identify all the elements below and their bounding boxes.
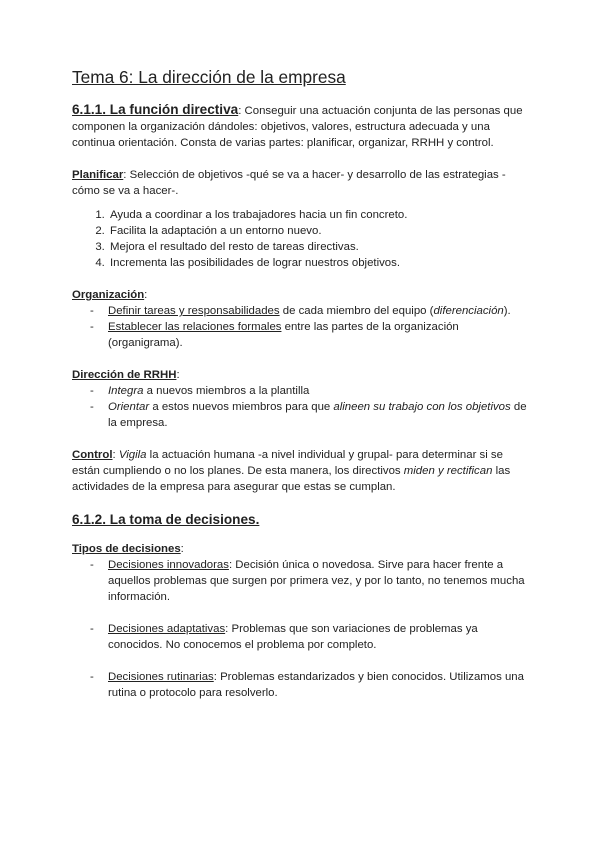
tipos-heading: Tipos de decisiones: bbox=[72, 543, 184, 555]
list-item: - Definir tareas y responsabilidades de cada miembro del equipo (diferenciación). bbox=[72, 303, 532, 319]
section-611-paragraph: 6.1.1. La función directiva: Conseguir una actuación conjunta de las personas que componen la organización dándoles: objetivos, valores, estructura adecuada y una continua orientación. Consta de varias partes: planificar, organizar, RRHH y control. bbox=[72, 102, 523, 149]
document-page bbox=[72, 66, 532, 717]
document-title: Tema 6: La dirección de la empresa bbox=[72, 67, 346, 87]
list-item: 2. Facilita la adaptación a un entorno nuevo. bbox=[108, 223, 532, 239]
section-612-heading: 6.1.2. La toma de decisiones. bbox=[72, 512, 260, 527]
control-paragraph: Control: Vigila la actuación humana -a nivel individual y grupal- para determinar si se están cumpliendo o no los planes. De esta manera, los directivos miden y rectifican las actividades de la empresa para asegurar que estas se cumplan. bbox=[72, 449, 511, 493]
section-611-heading: 6.1.1. La función directiva bbox=[72, 102, 239, 117]
list-item: 3. Mejora el resultado del resto de tareas directivas. bbox=[108, 239, 532, 255]
rrhh-list bbox=[72, 383, 532, 431]
organizacion-list bbox=[72, 303, 532, 351]
list-item: - Decisiones rutinarias: Problemas estandarizados y bien conocidos. Utilizamos una rutina o protocolo para resolverlo. bbox=[72, 669, 532, 701]
list-item: 4. Incrementa las posibilidades de lograr nuestros objetivos. bbox=[108, 255, 532, 271]
list-item: - Orientar a estos nuevos miembros para que alineen su trabajo con los objetivos de la empresa. bbox=[72, 399, 532, 431]
planificar-label: Planificar bbox=[72, 169, 124, 181]
planificar-list bbox=[72, 207, 532, 271]
planificar-paragraph: Planificar: Selección de objetivos -qué se va a hacer- y desarrollo de las estrategias -cómo se va a hacer-. bbox=[72, 169, 506, 197]
list-item: 1. Ayuda a coordinar a los trabajadores hacia un fin concreto. bbox=[108, 207, 532, 223]
control-label: Control bbox=[72, 449, 113, 461]
list-item: - Establecer las relaciones formales entre las partes de la organización (organigrama). bbox=[72, 319, 532, 351]
list-item: - Decisiones innovadoras: Decisión única o novedosa. Sirve para hacer frente a aquellos problemas que surgen por primera vez, y por lo tanto, no tenemos mucha información. bbox=[72, 557, 532, 605]
list-item: - Integra a nuevos miembros a la plantilla bbox=[72, 383, 532, 399]
list-item: - Decisiones adaptativas: Problemas que son variaciones de problemas ya conocidos. No conocemos el problema por completo. bbox=[72, 621, 532, 653]
tipos-list bbox=[72, 557, 532, 701]
organizacion-heading: Organización: bbox=[72, 289, 148, 301]
rrhh-heading: Dirección de RRHH: bbox=[72, 369, 180, 381]
